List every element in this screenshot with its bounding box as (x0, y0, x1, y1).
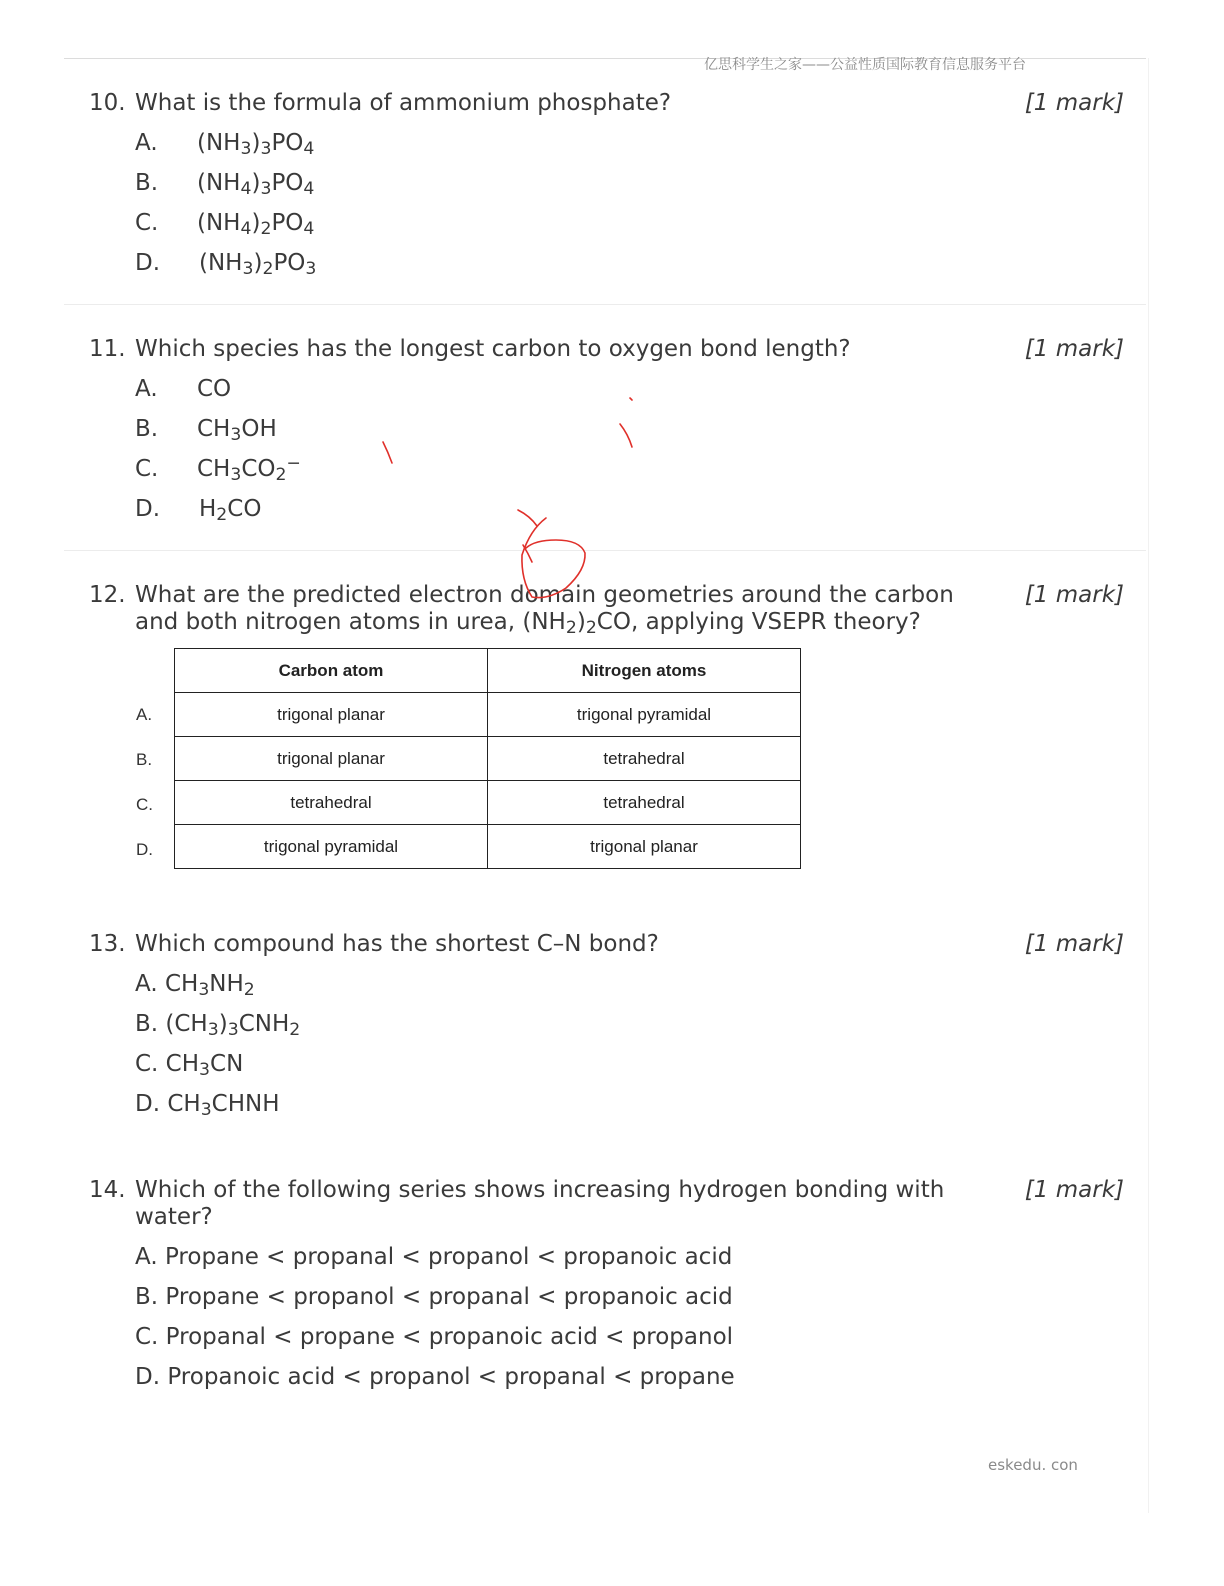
header-watermark: 亿思科学生之家——公益性质国际教育信息服务平台 (704, 57, 1026, 73)
pen-stroke (383, 442, 392, 463)
option-b: B. Propane < propanol < propanal < propanoic acid (135, 1284, 733, 1310)
row-label-a: A. (136, 705, 153, 724)
mark-label: [1 mark] (1024, 582, 1124, 608)
question-text: What are the predicted electron domain geometries around the carbon and both nitrogen atoms in urea, $(NH_2)_2CO$, applying VSEPR theory? (135, 582, 954, 638)
row-label-d: D. (136, 840, 153, 859)
question-number: 14. (89, 1177, 126, 1203)
pen-stroke (518, 510, 537, 526)
pen-stroke (630, 398, 632, 400)
row-label-b: B. (136, 750, 153, 769)
question-text: What is the formula of ammonium phosphate? (135, 90, 672, 116)
option-d: D. Propanoic acid < propanol < propanal < propane (135, 1364, 735, 1390)
cell-carbon: trigonal planar (175, 737, 488, 781)
question-text: Which compound has the shortest C–N bond? (135, 931, 659, 957)
cell-nitrogen: tetrahedral (488, 737, 801, 781)
row-label-c: C. (136, 795, 153, 814)
option-a: A. Propane < propanal < propanol < propanoic acid (135, 1244, 733, 1270)
pen-stroke (522, 518, 585, 598)
question-number: 11. (89, 336, 126, 362)
mark-label: [1 mark] (1024, 931, 1124, 957)
mark-label: [1 mark] (1024, 90, 1124, 116)
option-c: C. $CH_3CN$ (135, 1051, 244, 1080)
option-d: D. $H_2CO$ (135, 496, 262, 525)
question-number: 13. (89, 931, 126, 957)
option-c: C. Propanal < propane < propanoic acid < propanol (135, 1324, 734, 1350)
cell-nitrogen: trigonal pyramidal (488, 693, 801, 737)
cell-carbon: tetrahedral (175, 781, 488, 825)
option-b: B. $CH_3OH$ (135, 416, 277, 445)
option-a: A. $CH_3NH_2$ (135, 971, 255, 1000)
header-nitrogen: Nitrogen atoms (488, 649, 801, 693)
option-d: D. $(NH_3)_2PO_3$ (135, 250, 317, 279)
mark-label: [1 mark] (1024, 1177, 1124, 1203)
option-c: C. $(NH_4)_2PO_4$ (135, 210, 315, 239)
option-a: A. $(NH_3)_3PO_4$ (135, 130, 315, 159)
cell-carbon: trigonal pyramidal (175, 825, 488, 869)
option-c: C. $CH_3CO_2^-$ (135, 453, 301, 485)
cell-nitrogen: tetrahedral (488, 781, 801, 825)
question-number: 12. (89, 582, 126, 608)
header-carbon: Carbon atom (175, 649, 488, 693)
cell-carbon: trigonal planar (175, 693, 488, 737)
option-d: D. $CH_3CHNH$ (135, 1091, 280, 1120)
mark-label: [1 mark] (1024, 336, 1124, 362)
pen-stroke (620, 424, 632, 447)
question-text: Which species has the longest carbon to oxygen bond length? (135, 336, 851, 362)
cell-nitrogen: trigonal planar (488, 825, 801, 869)
question-number: 10. (89, 90, 126, 116)
option-b: B. $(CH_3)_3CNH_2$ (135, 1011, 301, 1040)
question-text: Which of the following series shows increasing hydrogen bonding with water? (135, 1177, 945, 1230)
option-a: A. CO (135, 376, 232, 402)
footer-site: eskedu. con (988, 1456, 1078, 1474)
option-b: B. $(NH_4)_3PO_4$ (135, 170, 315, 199)
